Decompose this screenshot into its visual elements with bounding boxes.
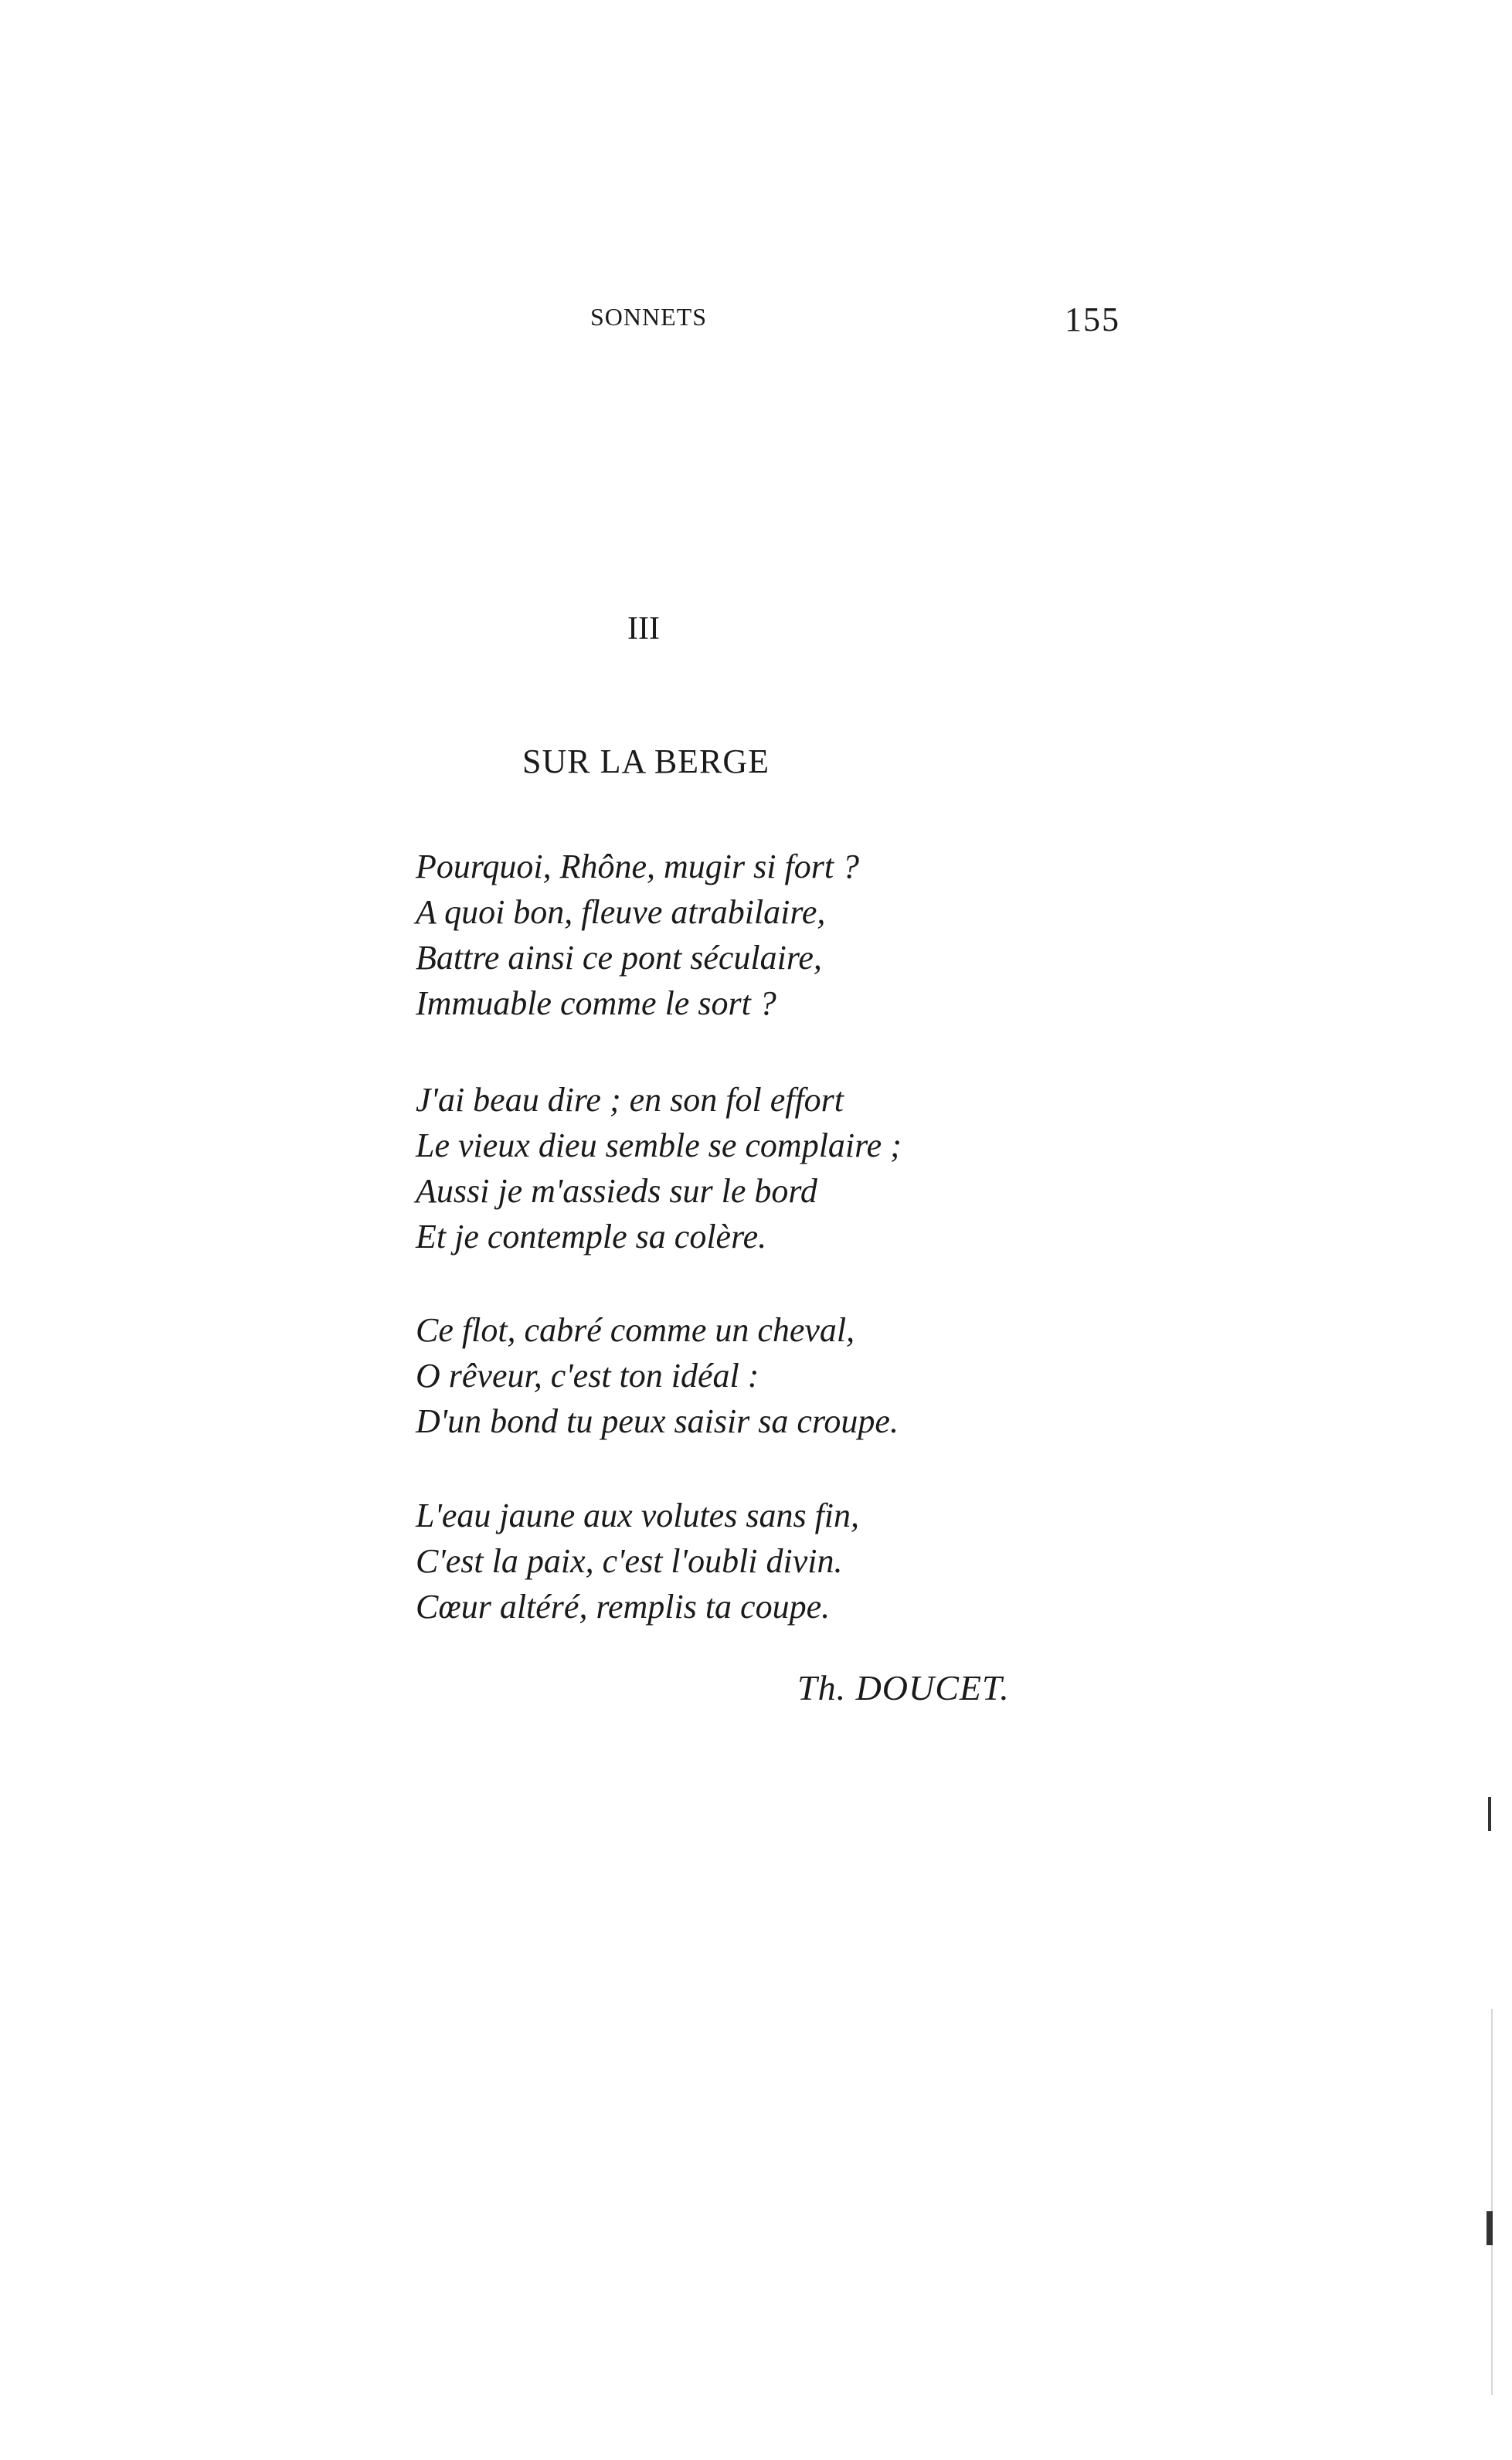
- poem-line: Aussi je m'assieds sur le bord: [416, 1172, 817, 1210]
- poem-title: SUR LA BERGE: [522, 742, 770, 780]
- stanza-2: [416, 1077, 902, 1259]
- poem-line: D'un bond tu peux saisir sa croupe.: [416, 1402, 899, 1440]
- page-edge-line: [1491, 2009, 1493, 2395]
- poem-line: J'ai beau dire ; en son fol effort: [416, 1081, 844, 1119]
- stanza-1: [416, 844, 859, 1026]
- poem-line: O rêveur, c'est ton idéal :: [416, 1357, 759, 1395]
- margin-mark: [1488, 1797, 1491, 1831]
- poem-line: A quoi bon, fleuve atrabilaire,: [416, 893, 826, 931]
- poem-line: C'est la paix, c'est l'oubli divin.: [416, 1542, 843, 1580]
- poem-line: Battre ainsi ce pont séculaire,: [416, 939, 822, 977]
- poem-line: Immuable comme le sort ?: [416, 984, 776, 1022]
- stanza-3: [416, 1307, 899, 1444]
- poem-line: Et je contemple sa colère.: [416, 1218, 767, 1255]
- section-number: III: [627, 611, 660, 647]
- page-number: 155: [1065, 301, 1120, 338]
- poem-line: L'eau jaune aux volutes sans fin,: [416, 1497, 860, 1534]
- poem-line: Ce flot, cabré comme un cheval,: [416, 1311, 855, 1349]
- poem-line: Pourquoi, Rhône, mugir si fort ?: [416, 848, 860, 885]
- stanza-4: [416, 1493, 859, 1629]
- margin-mark: [1487, 2211, 1493, 2245]
- poem-line: Le vieux dieu semble se complaire ;: [416, 1126, 902, 1164]
- poem-line: Cœur altéré, remplis ta coupe.: [416, 1588, 831, 1626]
- author-signature: Th. DOUCET.: [797, 1668, 1010, 1707]
- running-head: SONNETS: [590, 303, 708, 331]
